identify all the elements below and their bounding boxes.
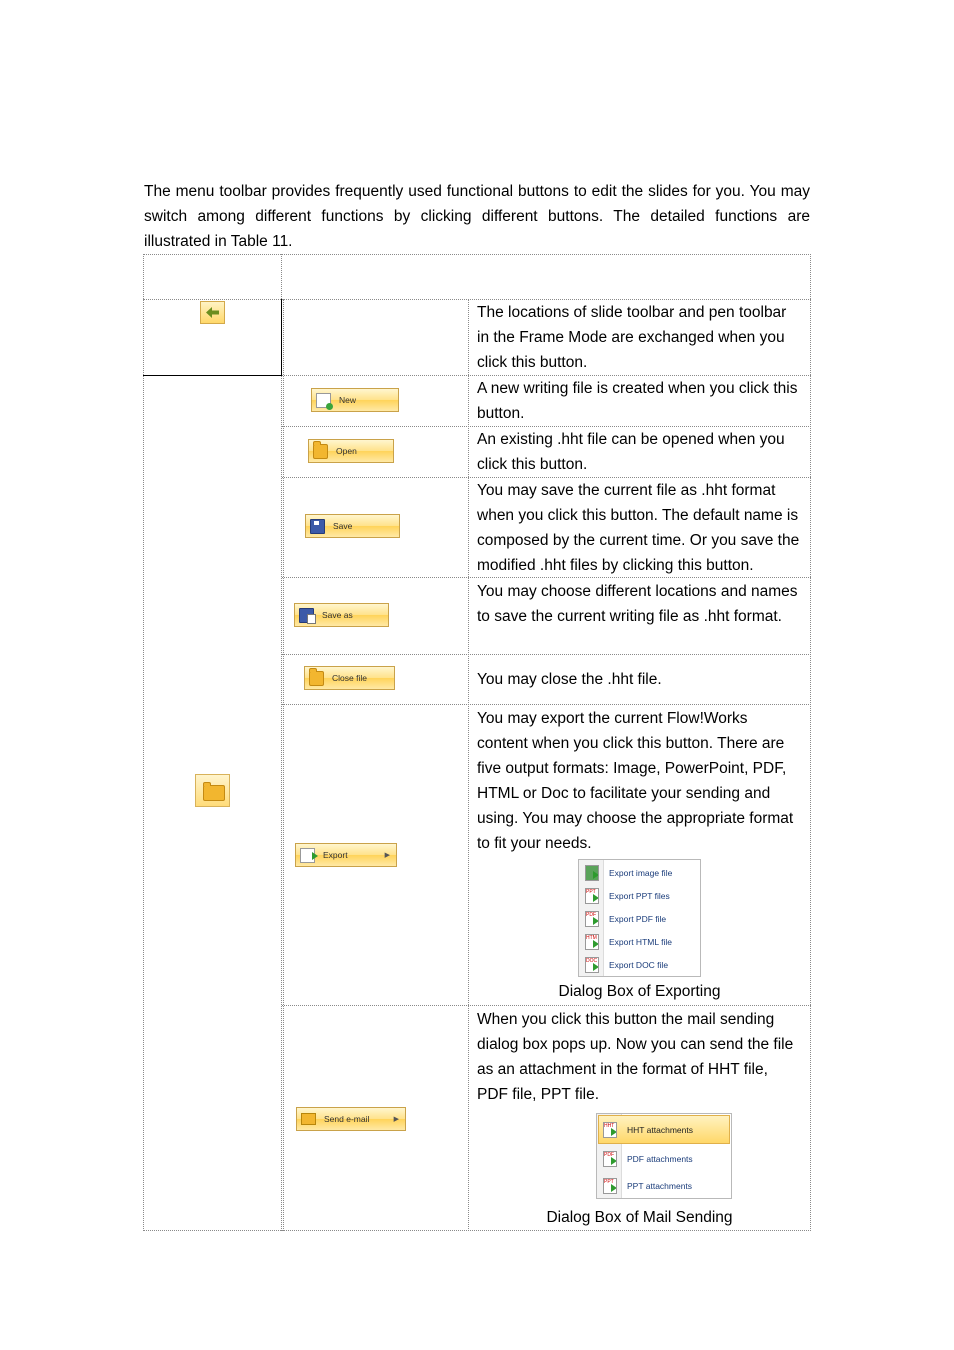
export-image-file-item[interactable]: Export image file — [579, 861, 700, 884]
open-description: An existing .hht file can be opened when you click this button. — [477, 431, 785, 473]
new-description: A new writing file is created when you click this button. — [477, 380, 798, 422]
save-button[interactable] — [305, 514, 400, 538]
close-file-description: You may close the .hht file. — [477, 671, 662, 688]
export-description: You may export the current Flow!Works content when you click this button. There are five output formats: Image, PowerPoint, PDF, HTML or Doc to facilitate your sending and using. You may choose the appropriate format to fit your needs. — [477, 710, 794, 852]
image-file-icon — [585, 865, 599, 881]
switch-description: The locations of slide toolbar and pen toolbar in the Frame Mode are exchanged when you click this button. — [477, 304, 787, 371]
export-caption: Dialog Box of Exporting — [558, 983, 721, 1000]
ppt-attachments-item[interactable]: PPT PPT attachments — [597, 1172, 731, 1199]
close-file-button[interactable] — [304, 666, 395, 690]
send-email-button[interactable] — [296, 1107, 406, 1131]
save-as-icon — [299, 608, 314, 623]
export-pdf-file-item[interactable]: PDF Export PDF file — [579, 907, 700, 930]
open-button[interactable] — [308, 439, 394, 463]
arrow-left-icon — [201, 302, 224, 323]
intro-paragraph: The menu toolbar provides frequently used functional buttons to edit the slides for you. You may switch among different functions by clicking different buttons. The detailed functions are illustrated in Table 11. — [144, 183, 810, 250]
save-as-description: You may choose different locations and names to save the current writing file as .hht format. — [477, 583, 798, 625]
export-icon — [300, 848, 315, 863]
menu-folder-button[interactable] — [195, 774, 230, 807]
ppt-file-icon: PPT — [603, 1178, 617, 1194]
submenu-arrow-icon: ▶ — [393, 1116, 399, 1123]
open-button-label: Open — [336, 446, 357, 456]
export-dialog-box — [578, 859, 701, 977]
save-button-label: Save — [333, 521, 353, 531]
html-file-icon: HTM — [585, 934, 599, 950]
submenu-arrow-icon: ▶ — [384, 852, 390, 859]
close-file-button-label: Close file — [332, 673, 367, 683]
mail-dialog-box — [596, 1113, 732, 1199]
export-doc-file-item[interactable]: DOC Export DOC file — [579, 953, 700, 976]
export-html-file-item[interactable]: HTM Export HTML file — [579, 930, 700, 953]
folder-icon — [203, 785, 225, 801]
export-button[interactable] — [295, 843, 397, 867]
export-button-label: Export — [323, 850, 348, 860]
save-as-button-label: Save as — [322, 610, 353, 620]
mail-caption: Dialog Box of Mail Sending — [546, 1209, 733, 1226]
envelope-icon — [301, 1113, 316, 1125]
send-email-description: When you click this button the mail sending dialog box pops up. Now you can send the file as an attachment in the format of HHT file, PDF file, PPT file. — [477, 1011, 794, 1103]
send-email-button-label: Send e-mail — [324, 1114, 370, 1124]
new-file-icon — [316, 393, 331, 408]
hht-attachments-item[interactable]: HHT HHT attachments — [598, 1115, 730, 1144]
save-as-button[interactable] — [294, 603, 389, 627]
hht-file-icon: HHT — [603, 1122, 617, 1138]
ppt-file-icon: PPT — [585, 888, 599, 904]
new-button-label: New — [339, 395, 357, 405]
doc-file-icon: DOC — [585, 957, 599, 973]
open-folder-icon — [313, 444, 328, 459]
save-description: You may save the current file as .hht format when you click this button. The default name is composed by the current time. Or you save the modified .hht files by clicking this button. — [477, 482, 800, 574]
pdf-file-icon: PDF — [585, 911, 599, 927]
switch-toolbar-icon[interactable] — [200, 301, 225, 324]
close-file-icon — [309, 671, 324, 686]
new-button[interactable] — [311, 388, 399, 412]
pdf-attachments-item[interactable]: PDF PDF attachments — [597, 1145, 731, 1172]
pdf-file-icon: PDF — [603, 1151, 617, 1167]
save-disk-icon — [310, 519, 325, 534]
export-ppt-files-item[interactable]: PPT Export PPT files — [579, 884, 700, 907]
